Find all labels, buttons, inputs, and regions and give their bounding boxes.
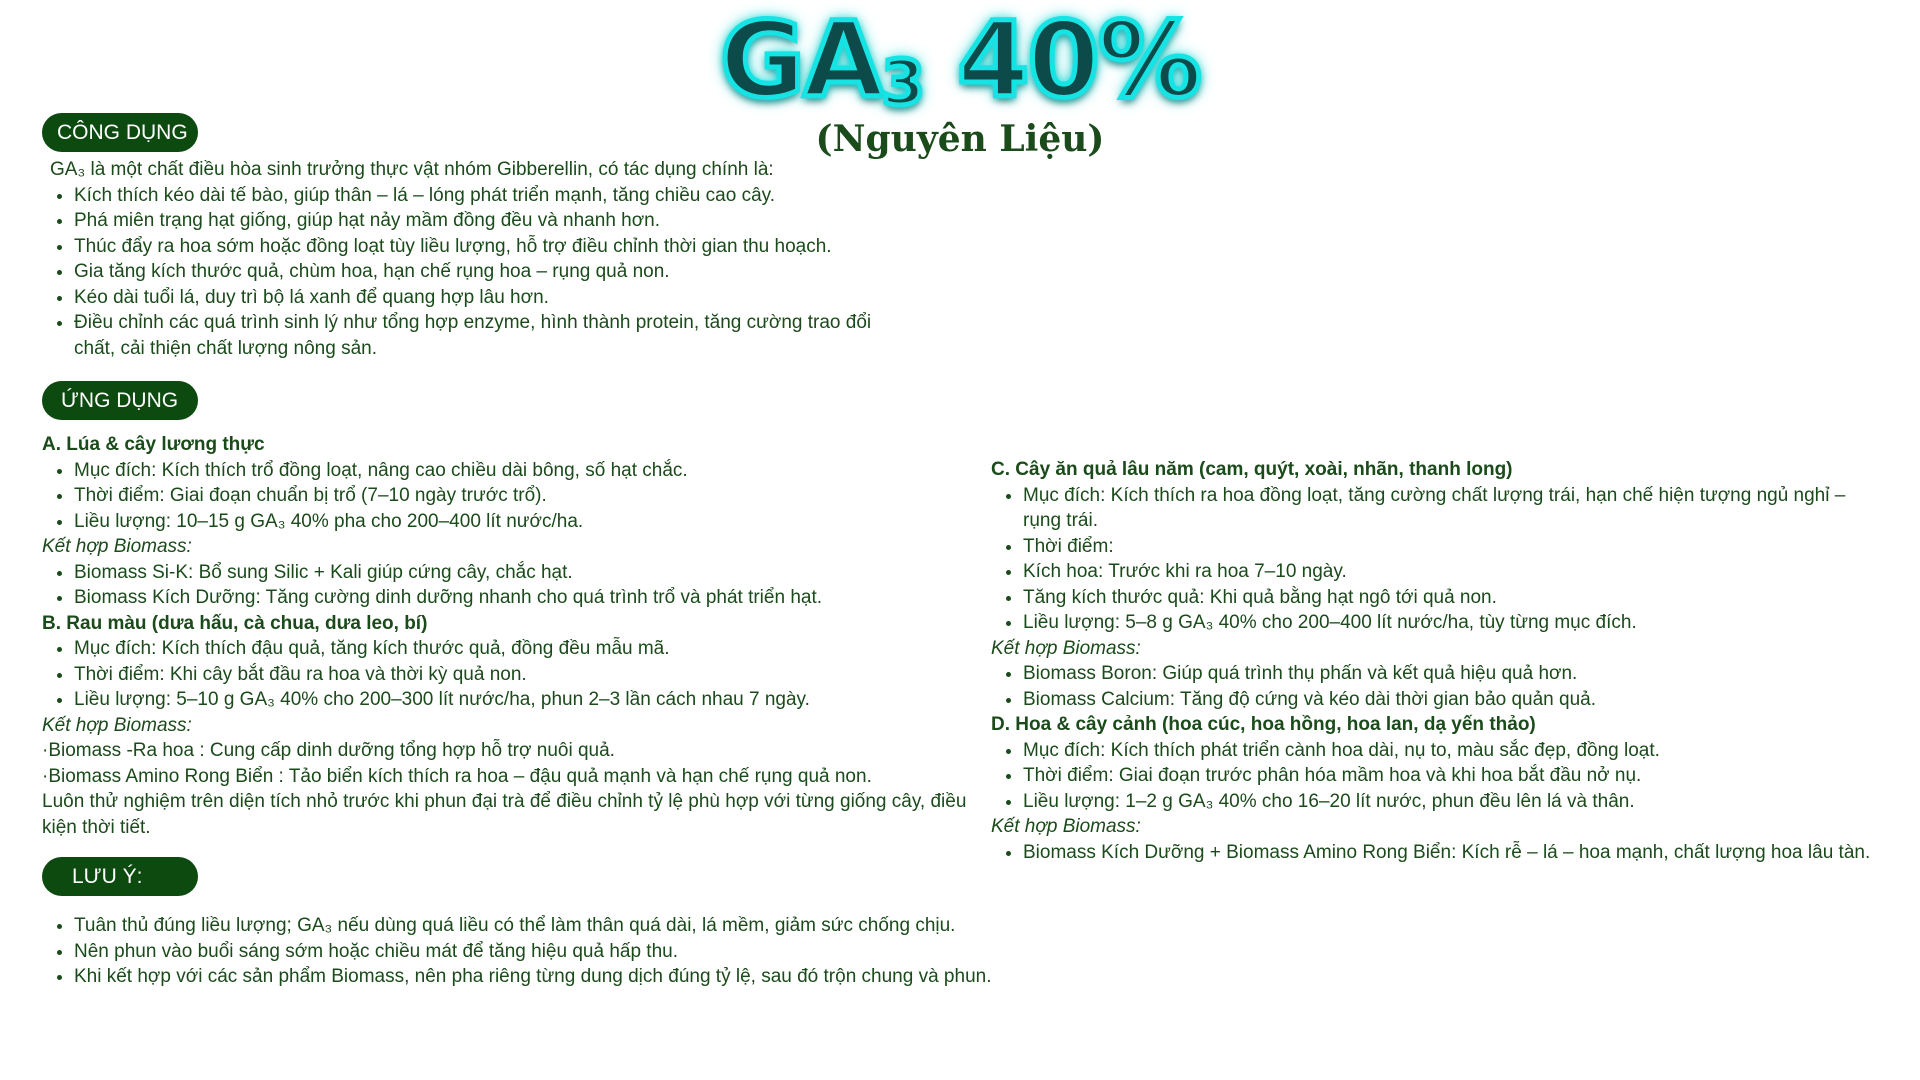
list-item: • Biomass Boron: Giúp quá trình thụ phấn và kết quả hiệu quả hơn. [1023,661,1886,687]
list-item: • Liều lượng: 10–15 g GA₃ 40% pha cho 200–400 lít nước/ha. [74,509,972,535]
title-rest: 40% [922,0,1201,121]
section-label-cong-dung: CÔNG DỤNG [42,113,198,152]
list-item: • Thời điểm: Khi cây bắt đầu ra hoa và thời kỳ quả non. [74,662,972,688]
list-item: • Mục đích: Kích thích ra hoa đồng loạt, tăng cường chất lượng trái, hạn chế hiện tượng ngủ nghỉ – rụng trái. [1023,483,1886,534]
cong-dung-intro: GA₃ là một chất điều hòa sinh trưởng thực vật nhóm Gibberellin, có tác dụng chính là: [50,159,774,180]
list-item: • Thời điểm: [1023,534,1886,560]
list-item: • Tăng kích thước quả: Khi quả bằng hạt ngô tới quả non. [1023,585,1886,611]
list-item: • Liều lượng: 5–8 g GA₃ 40% cho 200–400 lít nước/ha, tùy từng mục đích. [1023,610,1886,636]
crop-d-heading: D. Hoa & cây cảnh (hoa cúc, hoa hồng, hoa lan, dạ yến thảo) [991,714,1536,735]
list-item: • Biomass Si-K: Bổ sung Silic + Kali giúp cứng cây, chắc hạt. [74,560,972,586]
crop-c-combo-list [991,661,1886,712]
list-item: • Tuân thủ đúng liều lượng; GA₃ nếu dùng quá liều có thể làm thân quá dài, lá mềm, giảm sức chống chịu. [74,913,1042,939]
crop-d-list [991,738,1886,815]
list-item: • Liều lượng: 1–2 g GA₃ 40% cho 16–20 lít nước, phun đều lên lá và thân. [1023,789,1886,815]
list-item: • Mục đích: Kích thích phát triển cành hoa dài, nụ to, màu sắc đẹp, đồng loạt. [1023,738,1886,764]
luu-y-list [42,913,1042,990]
product-title [0,0,1920,121]
crop-b-combo-line: ·Biomass -Ra hoa : Cung cấp dinh dưỡng tổng hợp hỗ trợ nuôi quả. [42,740,615,761]
crop-c-heading: C. Cây ăn quả lâu năm (cam, quýt, xoài, nhãn, thanh long) [991,459,1513,480]
list-item: • Nên phun vào buổi sáng sớm hoặc chiều mát để tăng hiệu quả hấp thu. [74,939,1042,965]
crop-a-combo-label: Kết hợp Biomass: [42,536,192,557]
list-item: • Phá miên trạng hạt giống, giúp hạt nảy mầm đồng đều và nhanh hơn. [74,208,882,234]
crop-b-combo-label: Kết hợp Biomass: [42,714,192,736]
list-item: • Mục đích: Kích thích trổ đồng loạt, nâng cao chiều dài bông, số hạt chắc. [74,458,972,484]
crop-a-list [42,458,972,535]
ung-dung-left-column [42,432,972,840]
crop-a-heading: A. Lúa & cây lương thực [42,434,265,455]
list-item: • Gia tăng kích thước quả, chùm hoa, hạn chế rụng hoa – rụng quả non. [74,259,882,285]
title-subscript: 3 [881,46,923,119]
list-item: • Kích thích kéo dài tế bào, giúp thân – lá – lóng phát triển mạnh, tăng chiều cao cây. [74,183,882,209]
list-item: • Điều chỉnh các quá trình sinh lý như tổng hợp enzyme, hình thành protein, tăng cường trao đổi chất, cải thiện chất lượng nông sản. [74,310,882,361]
crop-c-combo-label: Kết hợp Biomass: [991,637,1141,659]
section-label-ung-dung: ỨNG DỤNG [42,381,198,420]
crop-b-list [42,636,972,713]
cong-dung-section [42,157,882,361]
list-item: • Khi kết hợp với các sản phẩm Biomass, nên pha riêng từng dung dịch đúng tỷ lệ, sau đó trộn chung và phun. [74,964,1042,990]
list-item: • Kéo dài tuổi lá, duy trì bộ lá xanh để quang hợp lâu hơn. [74,285,882,311]
title-main: GA [719,0,882,121]
list-item: • Thời điểm: Giai đoạn chuẩn bị trổ (7–10 ngày trước trổ). [74,483,972,509]
cong-dung-list [42,183,882,362]
section-label-luu-y: LƯU Ý: [42,857,198,896]
list-item: • Thúc đẩy ra hoa sớm hoặc đồng loạt tùy liều lượng, hỗ trợ điều chỉnh thời gian thu hoạch. [74,234,882,260]
crop-d-combo-list [991,840,1886,866]
list-item: • Biomass Calcium: Tăng độ cứng và kéo dài thời gian bảo quản quả. [1023,687,1886,713]
crop-a-combo-list [42,560,972,611]
product-subtitle: (Nguyên Liệu) [815,118,1105,160]
list-item: • Biomass Kích Dưỡng: Tăng cường dinh dưỡng nhanh cho quá trình trổ và phát triển hạt. [74,585,972,611]
list-item: • Liều lượng: 5–10 g GA₃ 40% cho 200–300 lít nước/ha, phun 2–3 lần cách nhau 7 ngày. [74,687,972,713]
luu-y-section [42,913,1042,990]
crop-b-combo-line: ·Biomass Amino Rong Biển : Tảo biển kích thích ra hoa – đậu quả mạnh và hạn chế rụng quả non. [42,765,872,787]
list-item: • Biomass Kích Dưỡng + Biomass Amino Rong Biển: Kích rễ – lá – hoa mạnh, chất lượng hoa lâu tàn. [1023,840,1886,866]
list-item: • Kích hoa: Trước khi ra hoa 7–10 ngày. [1023,559,1886,585]
list-item: • Mục đích: Kích thích đậu quả, tăng kích thước quả, đồng đều mẫu mã. [74,636,972,662]
ung-dung-right-column [991,457,1886,865]
crop-b-heading: B. Rau màu (dưa hấu, cà chua, dưa leo, bí) [42,612,428,634]
trial-note: Luôn thử nghiệm trên diện tích nhỏ trước khi phun đại trà để điều chỉnh tỷ lệ phù hợp với từng giống cây, điều kiện thời tiết. [42,791,967,838]
crop-c-list [991,483,1886,636]
crop-d-combo-label: Kết hợp Biomass: [991,816,1141,837]
list-item: • Thời điểm: Giai đoạn trước phân hóa mầm hoa và khi hoa bắt đầu nở nụ. [1023,763,1886,789]
